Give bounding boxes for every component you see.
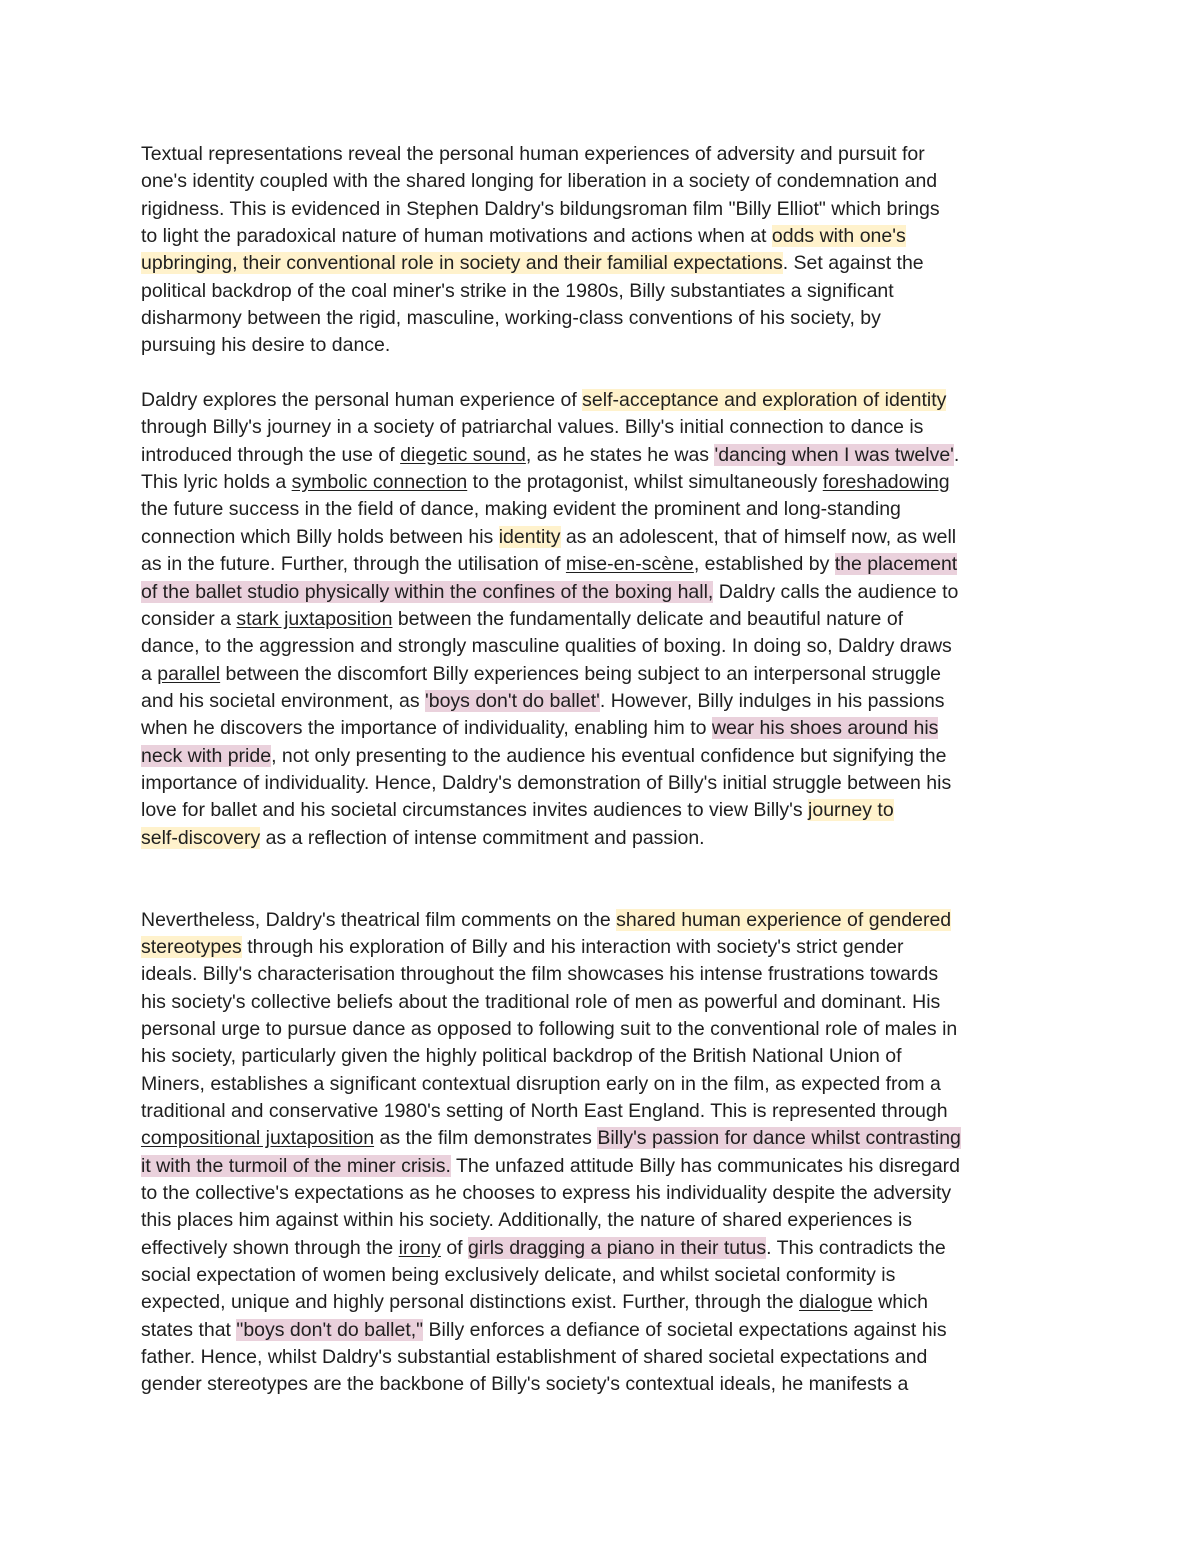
paragraph-2 <box>141 387 1061 852</box>
text-run: , not only presenting to the audience his eventual confidence but signifying the <box>271 744 947 767</box>
highlight-yellow: upbringing, their conventional role in society and their familial expectations <box>141 252 783 275</box>
text-run: dance, to the aggression and strongly masculine qualities of boxing. In doing so, Daldry draws <box>141 635 952 658</box>
text-run: as a reflection of intense commitment and passion. <box>260 826 705 849</box>
text-line <box>141 1153 1061 1180</box>
text-line <box>141 1289 1061 1316</box>
text-line <box>141 1098 1061 1125</box>
underlined-term: foreshadowing <box>822 471 950 494</box>
text-line <box>141 524 1061 551</box>
text-run: importance of individuality. Hence, Daldry's demonstration of Billy's initial struggle between his <box>141 771 952 794</box>
underlined-term: dialogue <box>799 1291 873 1314</box>
text-run: Textual representations reveal the personal human experiences of adversity and pursuit for <box>141 143 925 165</box>
text-run: his society, particularly given the highly political backdrop of the British National Union of <box>141 1045 902 1068</box>
text-run: to light the paradoxical nature of human motivations and actions when at <box>141 225 772 248</box>
text-run: one's identity coupled with the shared longing for liberation in a society of condemnation and <box>141 170 938 193</box>
underlined-term: irony <box>398 1236 441 1259</box>
text-run: expected, unique and highly personal distinctions exist. Further, through the <box>141 1291 799 1314</box>
highlight-pink: girls dragging a piano in their tutus <box>468 1236 767 1259</box>
text-run: rigidness. This is evidenced in Stephen Daldry's bildungsroman film "Billy Elliot" which brings <box>141 197 940 220</box>
underlined-term: symbolic connection <box>291 471 468 494</box>
text-run: introduced through the use of <box>141 443 401 466</box>
text-line <box>141 688 1061 715</box>
text-run: when he discovers the importance of individuality, enabling him to <box>141 717 712 740</box>
text-run: and his societal environment, as <box>141 689 425 712</box>
text-run: Nevertheless, Daldry's theatrical film comments on the <box>141 908 617 931</box>
text-run: the future success in the field of dance, making evident the prominent and long-standing <box>141 498 901 521</box>
text-run: pursuing his desire to dance. <box>141 334 391 357</box>
text-line <box>141 1262 1061 1289</box>
text-line <box>141 196 1061 223</box>
paragraph-1 <box>141 141 1061 360</box>
text-run: political backdrop of the coal miner's strike in the 1980s, Billy substantiates a significant <box>141 279 894 302</box>
text-line <box>141 715 1061 742</box>
text-run: as an adolescent, that of himself now, as well <box>560 525 957 548</box>
text-run: . <box>953 443 960 466</box>
underlined-term: stark juxtaposition <box>236 607 393 630</box>
text-line <box>141 1344 1061 1371</box>
text-line <box>141 332 1061 359</box>
text-run: Billy enforces a defiance of societal expectations against his <box>423 1318 947 1341</box>
text-line <box>141 1071 1061 1098</box>
text-line <box>141 168 1061 195</box>
text-line <box>141 961 1061 988</box>
text-run: through his exploration of Billy and his interaction with society's strict gender <box>241 935 904 958</box>
text-run: Daldry calls the audience to <box>713 580 959 603</box>
text-run: between the fundamentally delicate and beautiful nature of <box>392 607 904 630</box>
highlight-pink: it with the turmoil of the miner crisis. <box>141 1154 451 1177</box>
text-run: which <box>872 1291 929 1314</box>
text-run: love for ballet and his societal circumstances invites audiences to view Billy's <box>141 799 809 822</box>
text-run: traditional and conservative 1980's setting of North East England. This is represented through <box>141 1100 948 1123</box>
text-line <box>141 1180 1061 1207</box>
highlight-pink: the placement <box>834 553 958 576</box>
text-run: to the protagonist, whilst simultaneously <box>467 471 823 494</box>
text-line <box>141 442 1061 469</box>
text-line <box>141 250 1061 277</box>
highlight-yellow: self-acceptance and exploration of identity <box>582 389 947 412</box>
text-line <box>141 1043 1061 1070</box>
text-run: states that <box>141 1318 237 1341</box>
highlight-pink: neck with pride <box>141 744 272 767</box>
essay-body <box>141 141 1061 1399</box>
text-run: to the collective's expectations as he chooses to express his individuality despite the adversity <box>141 1182 952 1205</box>
text-line <box>141 305 1061 332</box>
text-line <box>141 141 1061 168</box>
text-run: gender stereotypes are the backbone of Billy's society's contextual ideals, he manifests a <box>141 1373 909 1396</box>
text-run: as in the future. Further, through the utilisation of <box>141 553 566 576</box>
highlight-pink: wear his shoes around his <box>711 717 939 740</box>
highlight-pink: 'dancing when I was twelve' <box>714 443 954 466</box>
text-run: Daldry explores the personal human experience of <box>141 389 583 412</box>
text-run: of <box>440 1236 469 1259</box>
text-line <box>141 278 1061 305</box>
paragraph-spacer <box>141 852 1061 907</box>
text-line <box>141 770 1061 797</box>
text-line <box>141 606 1061 633</box>
text-line <box>141 1317 1061 1344</box>
text-run: This lyric holds a <box>141 471 292 494</box>
text-line <box>141 1235 1061 1262</box>
text-run: personal urge to pursue dance as opposed to following suit to the conventional role of males in <box>141 1018 958 1040</box>
text-line <box>141 989 1061 1016</box>
text-run: father. Hence, whilst Daldry's substantial establishment of shared societal expectations and <box>141 1346 928 1369</box>
highlight-yellow: identity <box>498 525 561 548</box>
text-line <box>141 1016 1061 1043</box>
highlight-yellow: journey to <box>808 799 894 822</box>
paragraph-spacer <box>141 360 1061 387</box>
text-run: disharmony between the rigid, masculine, working-class conventions of his society, by <box>141 307 881 330</box>
text-run: social expectation of women being exclusively delicate, and whilst societal conformity is <box>141 1264 896 1287</box>
text-line <box>141 743 1061 770</box>
text-line <box>141 907 1061 934</box>
highlight-yellow: stereotypes <box>141 935 242 958</box>
text-run: . Set against the <box>782 252 924 275</box>
text-run: as the film demonstrates <box>374 1127 598 1150</box>
text-line <box>141 1371 1061 1398</box>
paragraph-3 <box>141 907 1061 1399</box>
text-line <box>141 223 1061 250</box>
text-run: effectively shown through the <box>141 1236 399 1259</box>
text-run: , as he states he was <box>525 443 715 466</box>
text-line <box>141 469 1061 496</box>
text-line <box>141 387 1061 414</box>
text-line <box>141 661 1061 688</box>
text-line <box>141 496 1061 523</box>
text-run: , established by <box>693 553 835 576</box>
text-line <box>141 633 1061 660</box>
text-run: ideals. Billy's characterisation throughout the film showcases his intense frustrations towards <box>141 963 939 986</box>
text-line <box>141 825 1061 852</box>
highlight-pink: 'boys don't do ballet' <box>425 689 600 712</box>
text-line <box>141 551 1061 578</box>
underlined-term: compositional juxtaposition <box>141 1127 375 1150</box>
highlight-pink: "boys don't do ballet," <box>236 1318 424 1341</box>
highlight-yellow: shared human experience of gendered <box>616 908 952 931</box>
text-run: The unfazed attitude Billy has communicates his disregard <box>450 1154 961 1177</box>
underlined-term: mise-en-scène <box>565 553 694 576</box>
text-line <box>141 1207 1061 1234</box>
text-run: between the discomfort Billy experiences being subject to an interpersonal struggle <box>220 662 941 685</box>
text-line <box>141 579 1061 606</box>
underlined-term: parallel <box>157 662 221 685</box>
highlight-yellow: odds with one's <box>771 225 906 248</box>
text-line <box>141 934 1061 961</box>
text-run: his society's collective beliefs about the traditional role of men as powerful and dominant. His <box>141 990 941 1013</box>
text-run: through Billy's journey in a society of patriarchal values. Billy's initial connection to dance is <box>141 416 924 439</box>
highlight-pink: of the ballet studio physically within the confines of the boxing hall, <box>141 580 714 603</box>
text-run: this places him against within his society. Additionally, the nature of shared experiences is <box>141 1209 913 1232</box>
text-line <box>141 414 1061 441</box>
text-line <box>141 797 1061 824</box>
highlight-yellow: self-discovery <box>141 826 261 849</box>
text-run: . This contradicts the <box>766 1236 946 1259</box>
underlined-term: diegetic sound <box>400 443 526 466</box>
highlight-pink: Billy's passion for dance whilst contrasting <box>597 1127 961 1150</box>
text-run: . However, Billy indulges in his passions <box>599 689 945 712</box>
text-run: a <box>141 662 158 685</box>
text-line <box>141 1125 1061 1152</box>
text-run: connection which Billy holds between his <box>141 525 499 548</box>
text-run: consider a <box>141 607 237 630</box>
text-run: Miners, establishes a significant contextual disruption early on in the film, as expected from a <box>141 1072 941 1095</box>
